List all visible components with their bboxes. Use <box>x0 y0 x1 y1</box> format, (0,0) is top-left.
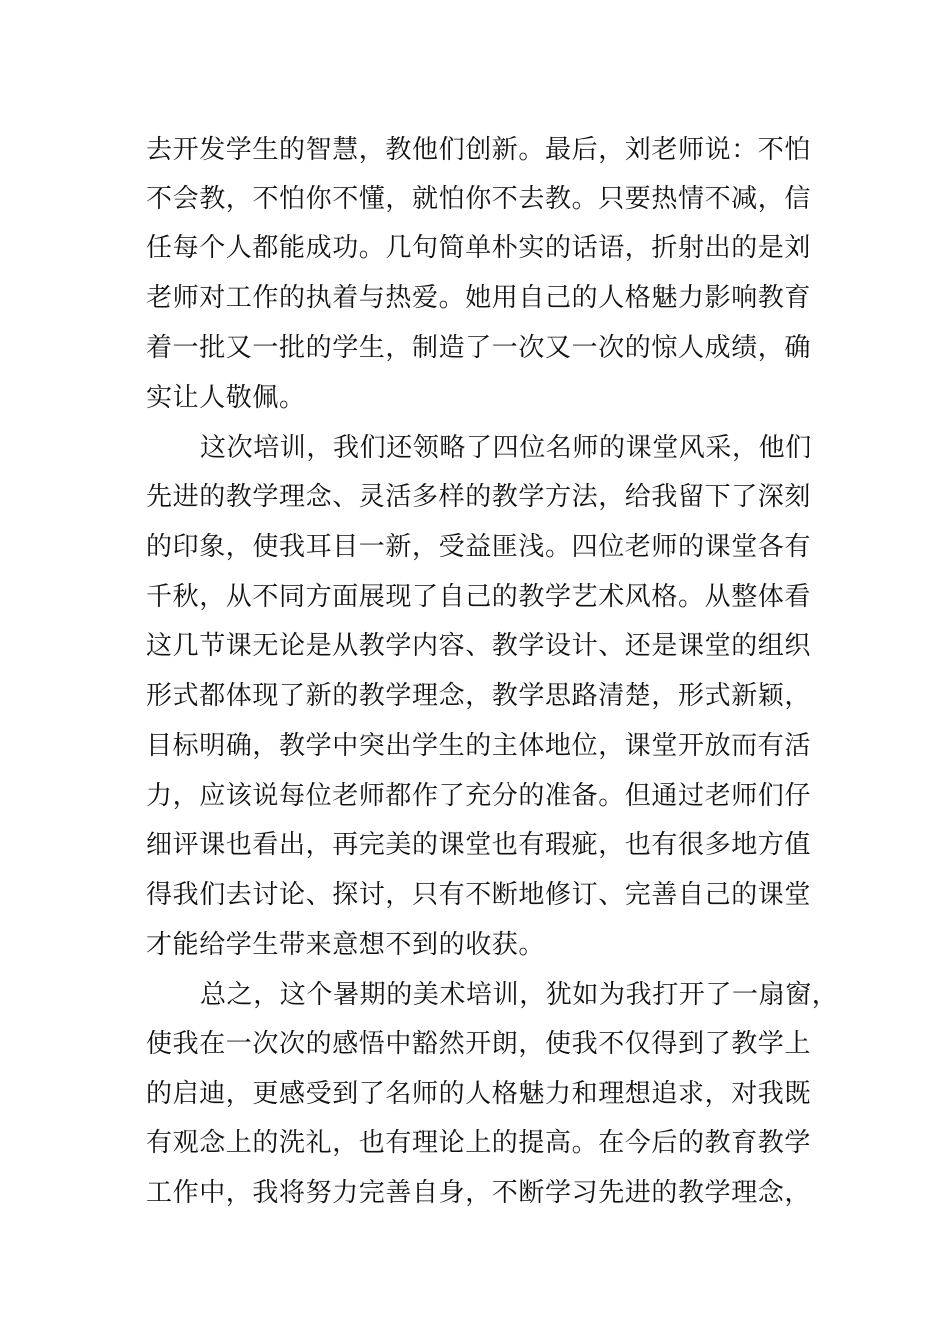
paragraph-first-line: 这次培训，我们还领略了四位名师的课堂风采，他们 <box>200 433 812 463</box>
text-line: 才能给学生带来意想不到的收获。 <box>146 930 546 960</box>
text-line: 形式都体现了新的教学理念，教学思路清楚，形式新颖， <box>146 681 812 711</box>
text-line: 工作中，我将努力完善自身，不断学习先进的教学理念， <box>146 1178 812 1208</box>
text-line: 实让人敬佩。 <box>146 383 306 413</box>
text-line: 老师对工作的执着与热爱。她用自己的人格魅力影响教育 <box>146 283 812 313</box>
text-line: 使我在一次次的感悟中豁然开朗，使我不仅得到了教学上 <box>146 1029 812 1059</box>
text-line: 不会教，不怕你不懂，就怕你不去教。只要热情不减，信 <box>146 184 812 214</box>
text-line: 有观念上的洗礼，也有理论上的提高。在今后的教育教学 <box>146 1128 812 1158</box>
text-line: 去开发学生的智慧，教他们创新。最后，刘老师说：不怕 <box>146 135 812 165</box>
text-line: 着一批又一批的学生，制造了一次又一次的惊人成绩，确 <box>146 333 812 363</box>
text-line: 的印象，使我耳目一新，受益匪浅。四位老师的课堂各有 <box>146 532 812 562</box>
text-line: 力，应该说每位老师都作了充分的准备。但通过老师们仔 <box>146 781 812 811</box>
paragraph-first-line: 总之，这个暑期的美术培训，犹如为我打开了一扇窗， <box>200 980 839 1010</box>
text-line: 的启迪，更感受到了名师的人格魅力和理想追求，对我既 <box>146 1079 812 1109</box>
text-line: 目标明确，教学中突出学生的主体地位，课堂开放而有活 <box>146 731 812 761</box>
text-line: 这几节课无论是从教学内容、教学设计、还是课堂的组织 <box>146 631 812 661</box>
text-line: 千秋，从不同方面展现了自己的教学艺术风格。从整体看 <box>146 582 812 612</box>
text-line: 任每个人都能成功。几句简单朴实的话语，折射出的是刘 <box>146 233 812 263</box>
text-line: 先进的教学理念、灵活多样的教学方法，给我留下了深刻 <box>146 482 812 512</box>
text-line: 得我们去讨论、探讨，只有不断地修订、完善自己的课堂 <box>146 880 812 910</box>
text-line: 细评课也看出，再完美的课堂也有瑕疵，也有很多地方值 <box>146 830 812 860</box>
